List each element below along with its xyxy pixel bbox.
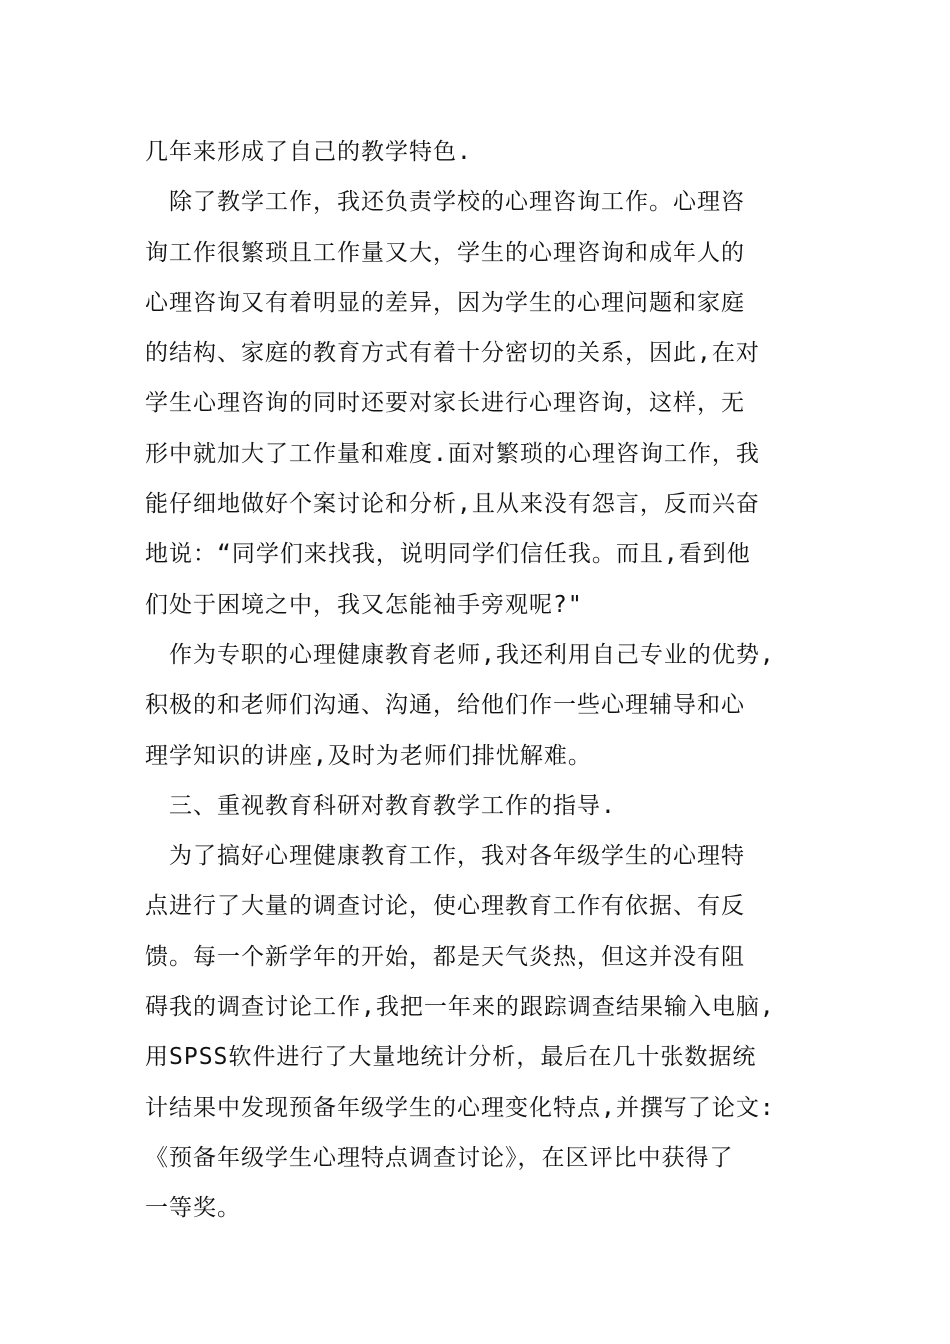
text-line: 计结果中发现预备年级学生的心理变化特点,并撰写了论文:	[145, 1094, 775, 1121]
text-line: 能仔细地做好个案讨论和分析,且从来没有怨言，反而兴奋	[145, 491, 760, 518]
text-line: 学生心理咨询的同时还要对家长进行心理咨询，这样，无	[145, 390, 745, 417]
text-line: 心理咨询又有着明显的差异，因为学生的心理问题和家庭	[145, 289, 745, 316]
text-line: 地说：“同学们来找我，说明同学们信任我。而且,看到他	[145, 541, 751, 568]
text-line: 的结构、家庭的教育方式有着十分密切的关系，因此,在对	[145, 340, 760, 367]
text-line: 理学知识的讲座,及时为老师们排忧解难。	[145, 742, 592, 769]
text-line: 一等奖。	[145, 1195, 241, 1222]
text-line: 用SPSS软件进行了大量地统计分析，最后在几十张数据统	[145, 1044, 757, 1071]
text-line: 三、重视教育科研对教育教学工作的指导.	[145, 792, 616, 819]
text-line: 作为专职的心理健康教育老师,我还利用自己专业的优势,	[145, 641, 775, 668]
text-line: 《预备年级学生心理特点调查讨论》，在区评比中获得了	[145, 1144, 734, 1171]
text-line: 碍我的调查讨论工作,我把一年来的跟踪调查结果输入电脑,	[145, 994, 775, 1021]
text-line: 形中就加大了工作量和难度.面对繁琐的心理咨询工作，我	[145, 440, 760, 467]
text-line: 们处于困境之中，我又怎能袖手旁观呢?"	[145, 591, 583, 618]
body-text	[145, 127, 825, 1234]
text-line: 馈。每一个新学年的开始，都是天气炎热，但这并没有阻	[145, 943, 745, 970]
text-line: 点进行了大量的调查讨论，使心理教育工作有依据、有反	[145, 893, 745, 920]
text-line: 积极的和老师们沟通、沟通，给他们作一些心理辅导和心	[145, 692, 745, 719]
text-line: 询工作很繁琐且工作量又大，学生的心理咨询和成年人的	[145, 239, 745, 266]
text-line: 几年来形成了自己的教学特色.	[145, 139, 472, 165]
text-line: 为了搞好心理健康教育工作，我对各年级学生的心理特	[145, 843, 745, 870]
text-line: 除了教学工作，我还负责学校的心理咨询工作。心理咨	[145, 189, 745, 216]
